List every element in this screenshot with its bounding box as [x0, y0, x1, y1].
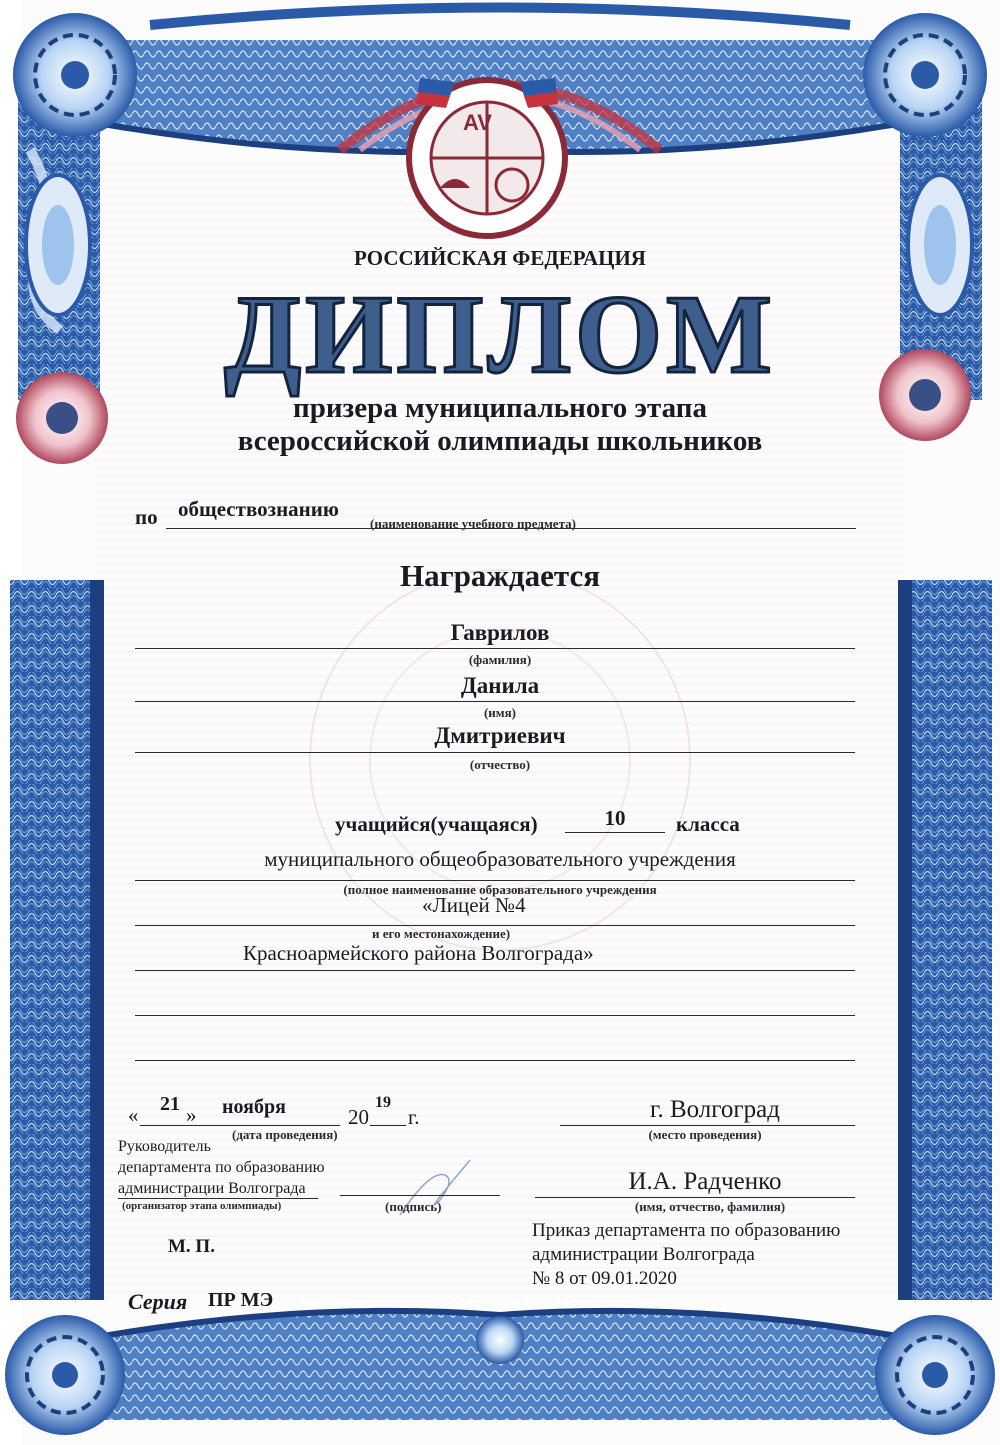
- school-underline4: [135, 1015, 855, 1016]
- subtitle-line2: всероссийской олимпиады школьников: [237, 425, 763, 457]
- date-hint: (дата проведения): [232, 1127, 338, 1142]
- organizer-hint: (организатор этапа олимпиады): [122, 1200, 282, 1212]
- date-open-quote: «: [128, 1103, 139, 1127]
- school-line3: Красноармейского района Волгограда»: [243, 941, 594, 965]
- series-value: ПР МЭ: [208, 1289, 274, 1311]
- date-year-suffix: 19: [375, 1094, 391, 1111]
- rosette-icon: [13, 13, 137, 137]
- school-line1: муниципального общеобразовательного учреждения: [264, 847, 736, 871]
- organizer-line2: департамента по образованию: [118, 1159, 325, 1176]
- date-year-prefix: 20: [348, 1105, 369, 1129]
- organizer-line1: Руководитель: [118, 1138, 211, 1155]
- subject-prefix: по: [135, 505, 158, 529]
- name-hint: (имя): [483, 705, 517, 720]
- grade-value: 10: [604, 806, 626, 830]
- surname-value: Гаврилов: [450, 620, 550, 645]
- diploma-title-graphic: ДИПЛОМ: [224, 273, 776, 397]
- place-value: г. Волгоград: [650, 1096, 780, 1123]
- place-underline: [560, 1125, 855, 1126]
- school-underline5: [135, 1060, 855, 1061]
- place-hint: (место проведения): [648, 1127, 762, 1142]
- emblem-letters: AV: [463, 110, 492, 135]
- date-year-underline: [370, 1125, 406, 1126]
- date-month-underline: [200, 1125, 340, 1126]
- signer-name: И.А. Радченко: [628, 1168, 782, 1195]
- surname-hint: (фамилия): [468, 652, 532, 667]
- school-underline1: [135, 880, 855, 881]
- surname-underline: [135, 648, 855, 649]
- date-day: 21: [160, 1093, 180, 1115]
- patronymic-underline: [135, 752, 855, 753]
- school-line2: «Лицей №4: [422, 893, 526, 917]
- patronymic-value: Дмитриевич: [434, 723, 566, 748]
- date-month: ноября: [222, 1096, 286, 1118]
- signature-hint: (подпись): [385, 1199, 442, 1214]
- school-hint1: (полное наименование образовательного учреждения: [343, 882, 657, 897]
- country-heading: РОССИЙСКАЯ ФЕДЕРАЦИЯ: [354, 246, 646, 270]
- subtitle-line1: призера муниципального этапа: [293, 392, 707, 424]
- school-hint2: и его местонахождение): [372, 926, 511, 941]
- school-underline3: [135, 970, 855, 971]
- student-label: учащийся(учащаяся): [335, 812, 538, 836]
- name-value: Данила: [460, 673, 540, 698]
- date-year-unit: г.: [408, 1105, 420, 1129]
- grade-suffix: класса: [676, 812, 740, 836]
- signer-hint: (имя, отчество, фамилия): [634, 1199, 786, 1214]
- series-label: Серия: [128, 1289, 188, 1314]
- date-close-quote: »: [186, 1103, 197, 1127]
- order-line3: № 8 от 09.01.2020: [532, 1268, 677, 1289]
- subject-hint: (наименование учебного предмета): [370, 516, 576, 531]
- order-line1: Приказ департамента по образованию: [532, 1220, 841, 1241]
- name-underline: [135, 701, 855, 702]
- subject-value: обществознанию: [178, 497, 339, 521]
- patronymic-hint: (отчество): [469, 757, 531, 772]
- signer-underline: [535, 1197, 855, 1198]
- award-heading: Награждается: [400, 558, 600, 593]
- organizer-line3: администрации Волгограда: [118, 1180, 306, 1197]
- stamp-place: М. П.: [168, 1236, 215, 1257]
- grade-underline: [565, 832, 665, 833]
- organizer-underline: [118, 1198, 318, 1199]
- order-line2: администрации Волгограда: [532, 1244, 755, 1265]
- signature-underline: [340, 1195, 500, 1196]
